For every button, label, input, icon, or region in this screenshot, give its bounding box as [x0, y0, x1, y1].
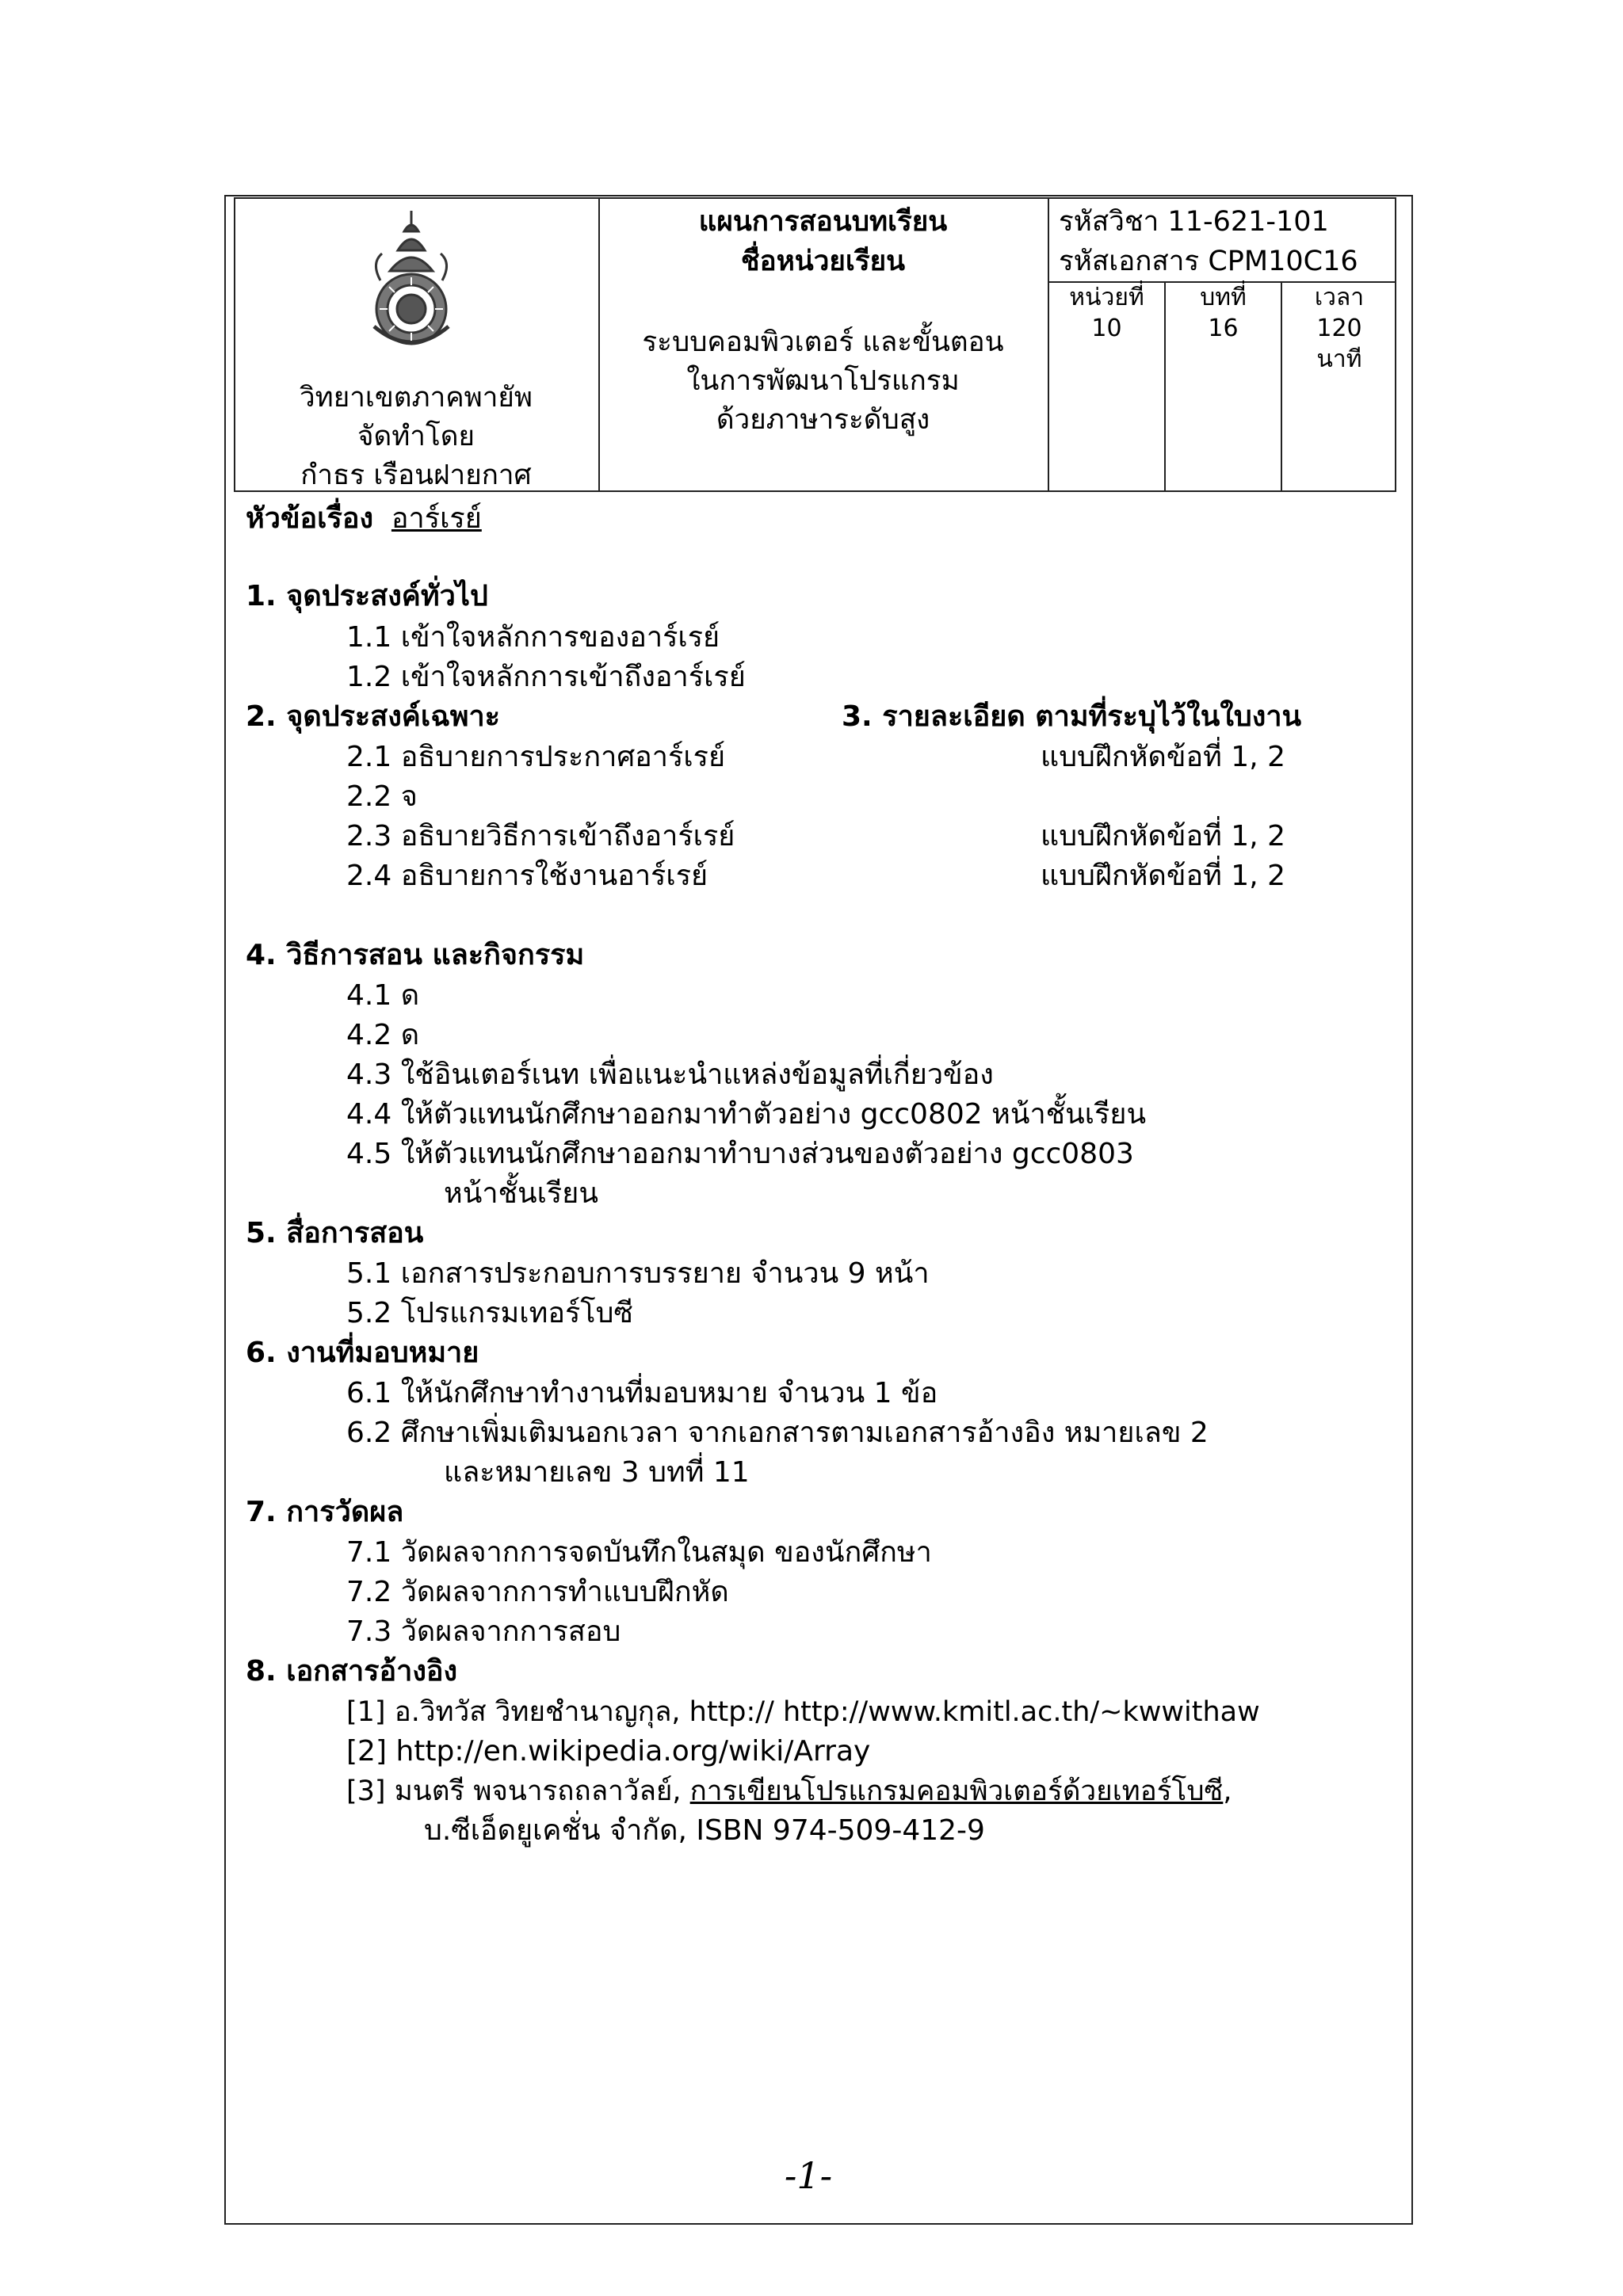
- section-5-title: 5. สื่อการสอน: [246, 1217, 424, 1249]
- unit-name-line: ด้วยภาษาระดับสูง: [716, 404, 930, 436]
- section-2-title: 2. จุดประสงค์เฉพาะ: [246, 700, 500, 733]
- time-unit: นาที: [1316, 345, 1362, 373]
- list-item: แบบฝึกหัดข้อที่ 1, 2: [1041, 860, 1286, 892]
- org-name: วิทยาเขตภาคพายัพ: [300, 382, 533, 414]
- unit-value: 10: [1091, 315, 1122, 342]
- list-item: 4.2 ด: [346, 1019, 420, 1051]
- list-item: แบบฝึกหัดข้อที่ 1, 2: [1041, 820, 1286, 852]
- section-8-title: 8. เอกสารอ้างอิง: [246, 1655, 458, 1688]
- list-item: 2.1 อธิบายการประกาศอาร์เรย์: [346, 741, 726, 773]
- list-item-continuation: และหมายเลข 3 บทที่ 11: [444, 1456, 750, 1489]
- list-item-continuation: หน้าชั้นเรียน: [444, 1177, 598, 1210]
- section-1-title: 1. จุดประสงค์ทั่วไป: [246, 580, 488, 612]
- section-4-title: 4. วิธีการสอน และกิจกรรม: [246, 939, 585, 971]
- list-item: 1.2 เข้าใจหลักการเข้าถึงอาร์เรย์: [346, 661, 746, 693]
- chapter-label: บทที่: [1200, 284, 1247, 311]
- list-item: 2.2 จ: [346, 780, 418, 813]
- reference-item: [346, 1773, 1232, 1810]
- list-item: 4.5 ให้ตัวแทนนักศึกษาออกมาทำบางส่วนของตัวอย่าง gcc0803: [346, 1138, 1134, 1170]
- list-item: 2.4 อธิบายการใช้งานอาร์เรย์: [346, 860, 708, 892]
- list-item: 7.1 วัดผลจากการจดบันทึกในสมุด ของนักศึกษา: [346, 1536, 932, 1569]
- topic-value: อาร์เรย์: [391, 502, 482, 535]
- time-label: เวลา: [1314, 284, 1365, 311]
- list-item: 4.3 ใช้อินเตอร์เนท เพื่อแนะนำแหล่งข้อมูลที่เกี่ยวข้อง: [346, 1058, 994, 1091]
- time-value: 120: [1316, 315, 1362, 342]
- chapter-value: 16: [1208, 315, 1239, 342]
- course-code: รหัสวิชา 11-621-101: [1059, 206, 1329, 238]
- page-number: -1-: [784, 2154, 833, 2197]
- reference-punct: ,: [1223, 1775, 1232, 1807]
- doc-code: รหัสเอกสาร CPM10C16: [1059, 246, 1358, 277]
- university-emblem-icon: [363, 208, 460, 352]
- unit-name-label: ชื่อหน่วยเรียน: [740, 246, 906, 277]
- reference-author: [3] มนตรี พจนารถถลาวัลย์,: [346, 1775, 690, 1807]
- unit-label: หน่วยที่: [1069, 284, 1144, 311]
- reference-item: [2] http://en.wikipedia.org/wiki/Array: [346, 1735, 871, 1768]
- list-item: 7.3 วัดผลจากการสอบ: [346, 1615, 621, 1648]
- section-3-title: 3. รายละเอียด ตามที่ระบุไว้ในใบงาน: [842, 700, 1302, 733]
- reference-item: [1] อ.วิทวัส วิทยชำนาญกุล, http:// http://www.kmitl.ac.th/~kwwithaw: [346, 1696, 1260, 1728]
- plan-title: แผนการสอนบทเรียน: [698, 206, 948, 238]
- list-item: 6.1 ให้นักศึกษาทำงานที่มอบหมาย จำนวน 1 ข้อ: [346, 1377, 938, 1409]
- topic-label: หัวข้อเรื่อง: [246, 502, 374, 535]
- list-item: 7.2 วัดผลจากการทำแบบฝึกหัด: [346, 1576, 729, 1608]
- header-divider: [1048, 197, 1049, 492]
- reference-continuation: บ.ซีเอ็ดยูเคชั่น จำกัด, ISBN 974-509-412-9: [424, 1814, 985, 1847]
- prepared-by-label: จัดทำโดย: [357, 421, 475, 452]
- list-item: 1.1 เข้าใจหลักการของอาร์เรย์: [346, 621, 720, 654]
- page-frame: [224, 195, 1413, 2225]
- list-item: 5.1 เอกสารประกอบการบรรยาย จำนวน 9 หน้า: [346, 1257, 930, 1290]
- section-6-title: 6. งานที่มอบหมาย: [246, 1337, 479, 1369]
- topic-line: [246, 501, 482, 537]
- list-item: 2.3 อธิบายวิธีการเข้าถึงอาร์เรย์: [346, 820, 735, 852]
- author-name: กำธร เรือนฝายกาศ: [300, 460, 532, 491]
- list-item: แบบฝึกหัดข้อที่ 1, 2: [1041, 741, 1286, 773]
- list-item: 4.4 ให้ตัวแทนนักศึกษาออกมาทำตัวอย่าง gcc0802 หน้าชั้นเรียน: [346, 1098, 1147, 1131]
- unit-name-line: ในการพัฒนาโปรแกรม: [686, 365, 960, 397]
- section-7-title: 7. การวัดผล: [246, 1496, 404, 1528]
- reference-book-title: การเขียนโปรแกรมคอมพิวเตอร์ด้วยเทอร์โบซี: [689, 1775, 1224, 1807]
- list-item: 6.2 ศึกษาเพิ่มเติมนอกเวลา จากเอกสารตามเอกสารอ้างอิง หมายเลข 2: [346, 1417, 1209, 1449]
- list-item: 4.1 ด: [346, 979, 420, 1012]
- unit-name-line: ระบบคอมพิวเตอร์ และขั้นตอน: [642, 326, 1004, 358]
- list-item: 5.2 โปรแกรมเทอร์โบซี: [346, 1297, 633, 1329]
